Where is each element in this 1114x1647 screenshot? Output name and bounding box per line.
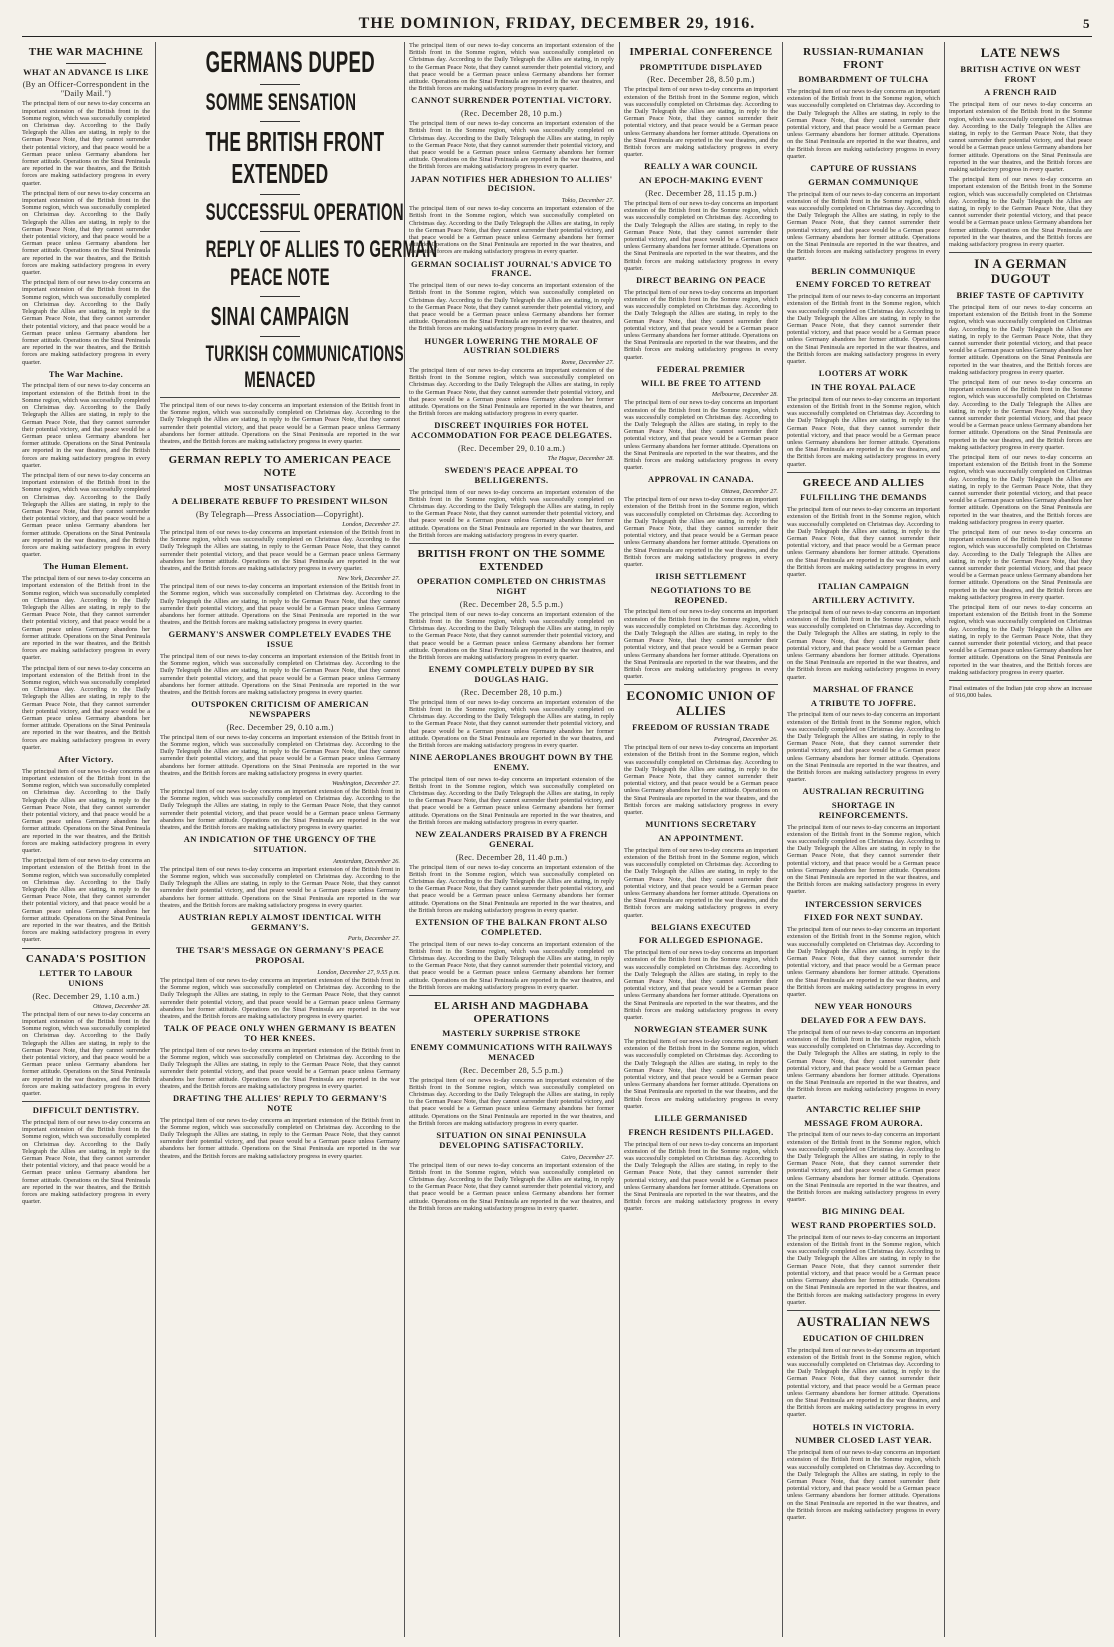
article-text: The principal item of our news to-day concerns an important extension of the British front in the Somme region, which was successfully completed on Christmas day. According to the Daily Telegraph the Allies are stating, in reply to the German Peace Note, that they cannot surrender their potential victory, and that peace would be a German peace unless Germany abandons her former attitude. Operations on the Sinai Peninsula are reported in the war theatres, and the British forces are making satisfactory progress in every quarter. — [22, 382, 150, 469]
subhead-free-attend: WILL BE FREE TO ATTEND — [640, 377, 762, 388]
headline-socialist: GERMAN SOCIALIST JOURNAL'S ADVICE TO FRANCE. — [411, 258, 612, 279]
dateline: New York, December 27. — [337, 575, 400, 583]
column-rule — [155, 42, 156, 1637]
article-text: The principal item of our news to-day concerns an important extension of the British front in the Somme region, which was successfully completed on Christmas day. According to the Daily Telegraph the Allies are stating, in reply to the German Peace Note, that they cannot surrender their potential victory, and that peace would be a German peace unless Germany abandons her former attitude. Operations on the Sinai Peninsula are reported in the war theatres, and the British forces are making satisfactory progress in every quarter. — [409, 488, 614, 539]
dateline: Washington, December 27. — [332, 779, 400, 787]
column-rule — [944, 42, 945, 1637]
banner-reply-allies: REPLY OF ALLIES TO GERMAN — [205, 236, 438, 263]
article-text: The principal item of our news to-day concerns an important extension of the British front in the Somme region, which was successfully completed on Christmas day. According to the Daily Telegraph the Allies are stating, in reply to the German Peace Note, that they cannot surrender their potential victory, and that peace would be a German peace unless Germany abandons her former attitude. Operations on the Sinai Peninsula are reported in the war theatres, and the British forces are making satisfactory progress in every quarter. — [22, 100, 150, 187]
column-war-machine — [22, 42, 150, 1639]
article-text: The principal item of our news to-day concerns an important extension of the British front in the Somme region, which was successfully completed on Christmas day. According to the Daily Telegraph the Allies are stating, in reply to the German Peace Note, that they cannot surrender their potential victory, and that peace would be a German peace unless Germany abandons her former attitude. Operations on the Sinai Peninsula are reported in the war theatres, and the British forces are making satisfactory progress in every quarter. — [787, 88, 941, 160]
article-text: The principal item of our news to-day concerns an important extension of the British front in the Somme region, which was successfully completed on Christmas day. According to the Daily Telegraph the Allies are stating, in reply to the German Peace Note, that they cannot surrender their potential victory, and that peace would be a German peace unless Germany abandons her former attitude. Operations on the Sinai Peninsula are reported in the war theatres, and the British forces are making satisfactory progress in every quarter. — [160, 787, 400, 831]
dateline: Tokio, December 27. — [561, 197, 614, 205]
headline-steamer: NORWEGIAN STEAMER SUNK — [634, 1024, 768, 1035]
article-text: The principal item of our news to-day concerns an important extension of the British front in the Somme region, which was successfully completed on Christmas day. According to the Daily Telegraph the Allies are stating, in reply to the German Peace Note, that they cannot surrender their potential victory, and that peace would be a German peace unless Germany abandons her former attitude. Operations on the Sinai Peninsula are reported in the war theatres, and the British forces are making satisfactory progress in every quarter. — [160, 1116, 400, 1160]
headline-canada: CANADA'S POSITION — [25, 952, 147, 965]
subhead-labour: LETTER TO LABOUR UNIONS — [39, 968, 133, 989]
subhead-french-raid: A FRENCH RAID — [984, 87, 1057, 98]
headline-hunger: HUNGER LOWERING THE MORALE OF AUSTRIAN SOLDIERS — [424, 335, 599, 356]
subhead-demands: FULFILLING THE DEMANDS — [800, 492, 927, 503]
headline-italian: ITALIAN CAMPAIGN — [817, 581, 910, 592]
article-text: The principal item of our news to-day concerns an important extension of the British front in the Somme region, which was successfully completed on Christmas day. According to the Daily Telegraph the Allies are stating, in reply to the German Peace Note, that they cannot surrender their potential victory, and that peace would be a German peace unless Germany abandons her former attitude. Operations on the Sinai Peninsula are reported in the war theatres, and the British forces are making satisfactory progress in every quarter. — [409, 940, 614, 991]
divider — [949, 252, 1092, 253]
article-text: The principal item of our news to-day concerns an important extension of the British front in the Somme region, which was successfully completed on Christmas day. According to the Daily Telegraph the Allies are stating, in reply to the German Peace Note, that they cannot surrender their potential victory, and that peace would be a German peace unless Germany abandons her former attitude. Operations on the Sinai Peninsula are reported in the war theatres, and the British forces are making satisfactory progress in every quarter. — [787, 926, 941, 999]
subhead-artillery: ARTILLERY ACTIVITY. — [812, 594, 915, 605]
article-text: The principal item of our news to-day concerns an important extension of the British front in the Somme region, which was successfully completed on Christmas day. According to the Daily Telegraph the Allies are stating, in reply to the German Peace Note, that they cannot surrender their potential victory, and that peace would be a German peace unless Germany abandons her former attitude. Operations on the Sinai Peninsula are reported in the war theatres, and the British forces are making satisfactory progress in every quarter. — [787, 190, 941, 263]
subhead-joffre: A TRIBUTE TO JOFFRE. — [810, 697, 917, 708]
article-text: The principal item of our news to-day concerns an important extension of the British front in the Somme region, which was successfully completed on Christmas day. According to the Daily Telegraph the Allies are stating, in reply to the German Peace Note, that they cannot surrender their potential victory, and that peace would be a German peace unless Germany abandons her former attitude. Operations on the Sinai Peninsula are reported in the war theatres, and the British forces are making satisfactory progress in every quarter. — [409, 610, 614, 661]
headline-imperial: IMPERIAL CONFERENCE — [629, 46, 773, 58]
section-human-element: The Human Element. — [43, 561, 129, 572]
article-text: The principal item of our news to-day concerns an important extension of the British front in the Somme region, which was successfully completed on Christmas day. According to the Daily Telegraph the Allies are stating, in reply to the German Peace Note, that they cannot surrender their potential victory, and that peace would be a German peace unless Germany abandons her former attitude. Operations on the Sinai Peninsula are reported in the war theatres, and the British forces are making satisfactory progress in every quarter. — [787, 608, 941, 681]
article-text: The principal item of our news to-day concerns an important extension of the British front in the Somme region, which was successfully completed on Christmas day. According to the Daily Telegraph the Allies are stating, in reply to the German Peace Note, that they cannot surrender their potential victory, and that peace would be a German peace unless Germany abandons her former attitude. Operations on the Sinai Peninsula are reported in the war theatres, and the British forces are making satisfactory progress in every quarter. — [949, 454, 1092, 526]
received-date: (Rec. December 28, 11.15 p.m.) — [645, 188, 757, 198]
column-rule — [404, 42, 405, 1637]
article-text: The principal item of our news to-day concerns an important extension of the British front in the Somme region, which was successfully completed on Christmas day. According to the Daily Telegraph the Allies are stating, in reply to the German Peace Note, that they cannot surrender their potential victory, and that peace would be a German peace unless Germany abandons her former attitude. Operations on the Sinai Peninsula are reported in the war theatres, and the British forces are making satisfactory progress in every quarter. — [787, 1131, 941, 1204]
article-text: The principal item of our news to-day concerns an important extension of the British front in the Somme region, which was successfully completed on Christmas day. According to the Daily Telegraph the Allies are stating, in reply to the German Peace Note, that they cannot surrender their potential victory, and that peace would be a German peace unless Germany abandons her former attitude. Operations on the Sinai Peninsula are reported in the war theatres, and the British forces are making satisfactory progress in every quarter. — [409, 42, 614, 93]
article-text: The principal item of our news to-day concerns an important extension of the British front in the Somme region, which was successfully completed on Christmas day. According to the Daily Telegraph the Allies are stating, in reply to the German Peace Note, that they cannot surrender their potential victory, and that peace would be a German peace unless Germany abandons her former attitude. Operations on the Sinai Peninsula are reported in the war theatres, and the British forces are making satisfactory progress in every quarter. — [624, 1038, 778, 1110]
article-text: The principal item of our news to-day concerns an important extension of the British front in the Somme region, which was successfully completed on Christmas day. According to the Daily Telegraph the Allies are stating, in reply to the German Peace Note, that they cannot surrender their potential victory, and that peace would be a German peace unless Germany abandons her former attitude. Operations on the Sinai Peninsula are reported in the war theatres, and the British forces are making satisfactory progress in every quarter. — [22, 279, 150, 366]
headline-lille: LILLE GERMANISED — [654, 1113, 748, 1124]
headline-antarctic: ANTARCTIC RELIEF SHIP — [806, 1103, 921, 1114]
headline-el-arish: EL ARISH AND MAGDHABA OPERATIONS — [434, 1000, 589, 1025]
subhead-russian-trade: FREEDOM OF RUSSIAN TRADE — [632, 722, 770, 733]
divider — [787, 472, 940, 473]
banner-extended: EXTENDED — [231, 158, 329, 189]
article-text: The principal item of our news to-day concerns an important extension of the British front in the Somme region, which was successfully completed on Christmas day. According to the Daily Telegraph the Allies are stating, in reply to the German Peace Note, that they cannot surrender their potential victory, and that peace would be a German peace unless Germany abandons her former attitude. Operations on the Sinai Peninsula are reported in the war theatres, and the British forces are making satisfactory progress in every quarter. — [409, 205, 614, 256]
headline-marshal: MARSHAL OF FRANCE — [813, 683, 914, 694]
headline-federal-premier: FEDERAL PREMIER — [656, 363, 746, 374]
subhead-railways: ENEMY COMMUNICATIONS WITH RAILWAYS MENACED — [410, 1042, 613, 1062]
divider — [409, 995, 614, 996]
dateline: Ottawa, December 28. — [92, 1002, 150, 1010]
dateline: Rome, December 27. — [561, 359, 614, 367]
received-date: (Rec. December 29, 0.10 a.m.) — [457, 444, 566, 453]
article-text: The principal item of our news to-day concerns an important extension of the British front in the Somme region, which was successfully completed on Christmas day. According to the Daily Telegraph the Allies are stating, in reply to the German Peace Note, that they cannot surrender their potential victory, and that peace would be a German peace unless Germany abandons her former attitude. Operations on the Sinai Peninsula are reported in the war theatres, and the British forces are making satisfactory progress in every quarter. — [409, 367, 614, 418]
subhead-closed: NUMBER CLOSED LAST YEAR. — [795, 1435, 932, 1446]
article-text: The principal item of our news to-day concerns an important extension of the British front in the Somme region, which was successfully completed on Christmas day. According to the Daily Telegraph the Allies are stating, in reply to the German Peace Note, that they cannot surrender their potential victory, and that peace would be a German peace unless Germany abandons her former attitude. Operations on the Sinai Peninsula are reported in the war theatres, and the British forces are making satisfactory progress in every quarter. — [22, 767, 150, 854]
column-rule — [619, 42, 620, 1637]
article-text: The principal item of our news to-day concerns an important extension of the British front in the Somme region, which was successfully completed on Christmas day. According to the Daily Telegraph the Allies are stating, in reply to the German Peace Note, that they cannot surrender their potential victory, and that peace would be a German peace unless Germany abandons her former attitude. Operations on the Sinai Peninsula are reported in the war theatres, and the British forces are making satisfactory progress in every quarter. — [624, 288, 778, 361]
divider — [22, 948, 150, 949]
dateline: Ottawa, December 27. — [720, 488, 778, 496]
subhead-shortage: SHORTAGE IN REINFORCEMENTS. — [818, 800, 909, 820]
received-date: (Rec. December 28, 8.50 p.m.) — [647, 75, 755, 85]
article-text: The principal item of our news to-day concerns an important extension of the British front in the Somme region, which was successfully completed on Christmas day. According to the Daily Telegraph the Allies are stating, in reply to the German Peace Note, that they cannot surrender their potential victory, and that peace would be a German peace unless Germany abandons her former attitude. Operations on the Sinai Peninsula are reported in the war theatres, and the British forces are making satisfactory progress in every quarter. — [409, 282, 614, 333]
article-text: The principal item of our news to-day concerns an important extension of the British front in the Somme region, which was successfully completed on Christmas day. According to the Daily Telegraph the Allies are stating, in reply to the German Peace Note, that they cannot surrender their potential victory, and that peace would be a German peace unless Germany abandons her former attitude. Operations on the Sinai Peninsula are reported in the war theatres, and the British forces are making satisfactory progress in every quarter. — [160, 977, 400, 1021]
article-text: The principal item of our news to-day concerns an important extension of the British front in the Somme region, which was successfully completed on Christmas day. According to the Daily Telegraph the Allies are stating, in reply to the German Peace Note, that they cannot surrender their potential victory, and that peace would be a German peace unless Germany abandons her former attitude. Operations on the Sinai Peninsula are reported in the war theatres, and the British forces are making satisfactory progress in every quarter. — [160, 865, 400, 909]
headline-honours: NEW YEAR HONOURS — [814, 1001, 913, 1012]
banner-somme-sensation: SOMME SENSATION — [205, 89, 357, 116]
divider — [787, 1310, 940, 1311]
subhead-aurora: MESSAGE FROM AURORA. — [804, 1117, 923, 1128]
banner-germans-duped: GERMANS DUPED — [205, 46, 375, 79]
dateline: Cairo, December 27. — [561, 1153, 614, 1161]
subhead-west-front: BRITISH ACTIVE ON WEST FRONT — [960, 63, 1081, 84]
article-text: The principal item of our news to-day concerns an important extension of the British front in the Somme region, which was successfully completed on Christmas day. According to the Daily Telegraph the Allies are stating, in reply to the German Peace Note, that they cannot surrender their potential victory, and that peace would be a German peace unless Germany abandons her former attitude. Operations on the Sinai Peninsula are reported in the war theatres, and the British forces are making satisfactory progress in every quarter. — [409, 775, 614, 826]
subhead-negotiations: NEGOTIATIONS TO BE REOPENED. — [650, 584, 752, 605]
divider — [66, 63, 106, 64]
article-text: The principal item of our news to-day concerns an important extension of the British front in the Somme region, which was successfully completed on Christmas day. According to the Daily Telegraph the Allies are stating, in reply to the German Peace Note, that they cannot surrender their potential victory, and that peace would be a German peace unless Germany abandons her former attitude. Operations on the Sinai Peninsula are reported in the war theatres, and the British forces are making satisfactory progress in every quarter. — [787, 395, 941, 468]
article-text: The principal item of our news to-day concerns an important extension of the British front in the Somme region, which was successfully completed on Christmas day. According to the Daily Telegraph the Allies are stating, in reply to the German Peace Note, that they cannot surrender their potential victory, and that peace would be a German peace unless Germany abandons her former attitude. Operations on the Sinai Peninsula are reported in the war theatres, and the British forces are making satisfactory progress in every quarter. — [624, 846, 778, 919]
banner-peace-note: PEACE NOTE — [230, 264, 330, 291]
byline: (By an Officer-Correspondent in the "Daily Mail.") — [22, 80, 150, 99]
divider — [22, 1101, 150, 1102]
column-war-news — [409, 42, 614, 1639]
headline-cannot-surrender: CANNOT SURRENDER POTENTIAL VICTORY. — [411, 95, 612, 106]
divider — [624, 684, 778, 685]
headline-austrian: AUSTRIAN REPLY ALMOST IDENTICAL WITH GERMANY'S. — [178, 911, 382, 932]
article-text: The principal item of our news to-day concerns an important extension of the British front in the Somme region, which was successfully completed on Christmas day. According to the Daily Telegraph the Allies are stating, in reply to the German Peace Note, that they cannot surrender their potential victory, and that peace would be a German peace unless Germany abandons her former attitude. Operations on the Sinai Peninsula are reported in the war theatres, and the British forces are making satisfactory progress in every quarter. — [624, 949, 778, 1022]
headline-irish: IRISH SETTLEMENT — [655, 571, 747, 582]
headline-haig: ENEMY COMPLETELY DUPED BY SIR DOUGLAS HAIG. — [428, 664, 595, 684]
headline-criticism: OUTSPOKEN CRITICISM OF AMERICAN NEWSPAPERS — [191, 699, 369, 719]
subhead-espionage: FOR ALLEGED ESPIONAGE. — [638, 935, 764, 946]
headline-economic-union: ECONOMIC UNION OF ALLIES — [626, 688, 776, 719]
dateline: The Hague, December 28. — [547, 455, 614, 462]
page-number: 5 — [1083, 16, 1090, 31]
headline-capture: CAPTURE OF RUSSIANS — [810, 163, 917, 174]
headline-sinai: SITUATION ON SINAI PENINSULA DEVELOPING SATISFACTORILY. — [436, 1130, 587, 1150]
received-date: (Rec. December 28, 10 p.m.) — [461, 687, 562, 697]
article-text: The principal item of our news to-day concerns an important extension of the British front in the Somme region, which was successfully completed on Christmas day. According to the Daily Telegraph the Allies are stating, in reply to the German Peace Note, that they cannot surrender their potential victory, and that peace would be a German peace unless Germany abandons her former attitude. Operations on the Sinai Peninsula are reported in the war theatres, and the British forces are making satisfactory progress in every quarter. — [22, 189, 150, 277]
subhead-unsatisfactory: MOST UNSATISFACTORY — [224, 482, 336, 493]
headline-german-dugout: IN A GERMAN DUGOUT — [974, 256, 1067, 287]
article-text: The principal item of our news to-day concerns an important extension of the British front in the Somme region, which was successfully completed on Christmas day. According to the Daily Telegraph the Allies are stating, in reply to the German Peace Note, that they cannot surrender their potential victory, and that peace would be a German peace unless Germany abandons her former attitude. Operations on the Sinai Peninsula are reported in the war theatres, and the British forces are making satisfactory progress in every quarter. — [160, 1046, 400, 1090]
dateline: London, December 27. — [342, 521, 400, 529]
article-text: The principal item of our news to-day concerns an important extension of the British front in the Somme region, which was successfully completed on Christmas day. According to the Daily Telegraph the Allies are stating, in reply to the German Peace Note, that they cannot surrender their potential victory, and that peace would be a German peace unless Germany abandons her former attitude. Operations on the Sinai Peninsula are reported in the war theatres, and the British forces are making satisfactory progress in every quarter. — [22, 857, 150, 944]
banner-turkish-communications: TURKISH COMMUNICATIONS — [205, 341, 404, 366]
dateline: Amsterdam, December 26. — [333, 857, 400, 865]
headline-japan: JAPAN NOTIFIES HER ADHESION TO ALLIES' DECISION. — [410, 173, 613, 194]
subhead-appointment: AN APPOINTMENT. — [658, 832, 744, 843]
received-date: (Rec. December 28, 11.40 p.m.) — [455, 852, 568, 862]
received-date: (Rec. December 29, 0.10 a.m.) — [226, 722, 334, 732]
headline-german-reply: GERMAN REPLY TO AMERICAN PEACE NOTE — [168, 454, 392, 479]
headline-mining: BIG MINING DEAL — [822, 1206, 905, 1217]
article-text: The principal item of our news to-day concerns an important extension of the British front in the Somme region, which was successfully completed on Christmas day. According to the Daily Telegraph the Allies are stating, in reply to the German Peace Note, that they cannot surrender their potential victory, and that peace would be a German peace unless Germany abandons her former attitude. Operations on the Sinai Peninsula are reported in the war theatres, and the British forces are making satisfactory progress in every quarter. — [787, 1233, 941, 1306]
article-text: The principal item of our news to-day concerns an important extension of the British front in the Somme region, which was successfully completed on Christmas day. According to the Daily Telegraph the Allies are stating, in reply to the German Peace Note, that they cannot surrender their potential victory, and that peace would be a German peace unless Germany abandons her former attitude. Operations on the Sinai Peninsula are reported in the war theatres, and the British forces are making satisfactory progress in every quarter. — [409, 1161, 614, 1212]
subhead-delayed: DELAYED FOR A FEW DAYS. — [800, 1014, 927, 1025]
article-text: The principal item of our news to-day concerns an important extension of the British front in the Somme region, which was successfully completed on Christmas day. According to the Daily Telegraph the Allies are stating, in reply to the German Peace Note, that they cannot surrender their potential victory, and that peace would be a German peace unless Germany abandons her former attitude. Operations on the Sinai Peninsula are reported in the war theatres, and the British forces are making satisfactory progress in every quarter. — [22, 575, 150, 662]
article-text: The principal item of our news to-day concerns an important extension of the British front in the Somme region, which was successfully completed on Christmas day. According to the Daily Telegraph the Allies are stating, in reply to the German Peace Note, that they cannot surrender their potential victory, and that peace would be a German peace unless Germany abandons her former attitude. Operations on the Sinai Peninsula are reported in the war theatres, and the British forces are making satisfactory progress in every quarter. — [787, 1449, 941, 1521]
headline-somme-extended: BRITISH FRONT ON THE SOMME EXTENDED — [417, 547, 606, 573]
article-text: The principal item of our news to-day concerns an important extension of the British front in the Somme region, which was successfully completed on Christmas day. According to the Daily Telegraph the Allies are stating, in reply to the German Peace Note, that they cannot surrender their potential victory, and that peace would be a German peace unless Germany abandons her former attitude. Operations on the Sinai Peninsula are reported in the war theatres, and the British forces are making satisfactory progress in every quarter. — [787, 823, 941, 896]
divider — [260, 336, 300, 337]
dateline: London, December 27, 9.55 p.m. — [317, 969, 400, 976]
banner-menaced: MENACED — [244, 367, 316, 392]
headline-intercession: INTERCESSION SERVICES — [805, 898, 922, 909]
column-late-news — [949, 42, 1092, 1639]
divider — [409, 543, 614, 544]
subhead-palace: IN THE ROYAL PALACE — [811, 381, 916, 392]
subhead-education: EDUCATION OF CHILDREN — [802, 1332, 925, 1343]
article-text: The principal item of our news to-day concerns an important extension of the British front in the Somme region, which was successfully completed on Christmas day. According to the Daily Telegraph the Allies are stating, in reply to the German Peace Note, that they cannot surrender their potential victory, and that peace would be a German peace unless Germany abandons her former attitude. Operations on the Sinai Peninsula are reported in the war theatres, and the British forces are making satisfactory progress in every quarter. — [787, 1346, 941, 1419]
headline-war-council: REALLY A WAR COUNCIL — [644, 161, 758, 172]
divider — [260, 231, 300, 232]
subhead-surprise: MASTERLY SURPRISE STROKE — [442, 1028, 581, 1039]
dateline: Petrograd, December 26. — [713, 736, 778, 744]
subhead-promptitude: PROMPTITUDE DISPLAYED — [639, 61, 763, 72]
article-text: The principal item of our news to-day concerns an important extension of the British front in the Somme region, which was successfully completed on Christmas day. According to the Daily Telegraph the Allies are stating, in reply to the German Peace Note, that they cannot surrender their potential victory, and that peace would be a German peace unless Germany abandons her former attitude. Operations on the Sinai Peninsula are reported in the war theatres, and the British forces are making satisfactory progress in every quarter. — [787, 506, 941, 578]
headline-direct-bearing: DIRECT BEARING ON PEACE — [636, 275, 766, 285]
subhead-epoch: AN EPOCH-MAKING EVENT — [638, 175, 764, 186]
article-text: The principal item of our news to-day concerns an important extension of the British front in the Somme region, which was successfully completed on Christmas day. According to the Daily Telegraph the Allies are stating, in reply to the German Peace Note, that they cannot surrender their potential victory, and that peace would be a German peace unless Germany abandons her former attitude. Operations on the Sinai Peninsula are reported in the war theatres, and the British forces are making satisfactory progress in every quarter. — [624, 608, 778, 681]
section-war-machine: The War Machine. — [48, 368, 124, 379]
article-text: The principal item of our news to-day concerns an important extension of the British front in the Somme region, which was successfully completed on Christmas day. According to the Daily Telegraph the Allies are stating, in reply to the German Peace Note, that they cannot surrender their potential victory, and that peace would be a German peace unless Germany abandons her former attitude. Operations on the Sinai Peninsula are reported in the war theatres, and the British forces are making satisfactory progress in every quarter. — [22, 664, 150, 751]
received-date: (Rec. December 29, 1.10 a.m.) — [32, 991, 140, 1001]
article-text: The principal item of our news to-day concerns an important extension of the British front in the Somme region, which was successfully completed on Christmas day. According to the Daily Telegraph the Allies are stating, in reply to the German Peace Note, that they cannot surrender their potential victory, and that peace would be a German peace unless Germany abandons her former attitude. Operations on the Sinai Peninsula are reported in the war theatres, and the British forces are making satisfactory progress in every quarter. — [160, 733, 400, 777]
received-date: (Rec. December 28, 10 p.m.) — [461, 109, 562, 119]
article-text: The principal item of our news to-day concerns an important extension of the British front in the Somme region, which was successfully completed on Christmas day. According to the Daily Telegraph the Allies are stating, in reply to the German Peace Note, that they cannot surrender their potential victory, and that peace would be a German peace unless Germany abandons her former attitude. Operations on the Sinai Peninsula are reported in the war theatres, and the British forces are making satisfactory progress in every quarter. — [409, 698, 614, 749]
column-main-news — [160, 42, 438, 1639]
jute-note: Final estimates of the Indian jute crop show an increase of 916,000 bales. — [949, 685, 1092, 700]
column-rule — [782, 42, 783, 1637]
divider — [260, 121, 300, 122]
headline-sweden: SWEDEN'S PEACE APPEAL TO BELLIGERENTS. — [444, 465, 579, 485]
article-text: The principal item of our news to-day concerns an important extension of the British front in the Somme region, which was successfully completed on Christmas day. According to the Daily Telegraph the Allies are stating, in reply to the German Peace Note, that they cannot surrender their potential victory, and that peace would be a German peace unless Germany abandons her former attitude. Operations on the Sinai Peninsula are reported in the war theatres, and the British forces are making satisfactory progress in every quarter. — [160, 529, 400, 573]
article-text: The principal item of our news to-day concerns an important extension of the British front in the Somme region, which was successfully completed on Christmas day. According to the Daily Telegraph the Allies are stating, in reply to the German Peace Note, that they cannot surrender their potential victory, and that peace would be a German peace unless Germany abandons her former attitude. Operations on the Sinai Peninsula are reported in the war theatres, and the British forces are making satisfactory progress in every quarter. — [409, 863, 614, 914]
article-text: The principal item of our news to-day concerns an important extension of the British front in the Somme region, which was successfully completed on Christmas day. According to the Daily Telegraph the Allies are stating, in reply to the German Peace Note, that they cannot surrender their potential victory, and that peace would be a German peace unless Germany abandons her former attitude. Operations on the Sinai Peninsula are reported in the war theatres, and the British forces are making satisfactory progress in every quarter. — [409, 1076, 614, 1127]
headline-discreet: DISCREET INQUIRIES FOR HOTEL ACCOMMODATION FOR PEACE DELEGATES. — [410, 420, 613, 441]
article-text: The principal item of our news to-day concerns an important extension of the British front in the Somme region, which was successfully completed on Christmas day. According to the Daily Telegraph the Allies are stating, in reply to the German Peace Note, that they cannot surrender their potential victory, and that peace would be a German peace unless Germany abandons her former attitude. Operations on the Sinai Peninsula are reported in the war theatres, and the British forces are making satisfactory progress in every quarter. — [949, 176, 1092, 249]
received-date: (Rec. December 28, 5.5 p.m.) — [459, 599, 564, 609]
ad-dentistry: DIFFICULT DENTISTRY. — [32, 1105, 140, 1116]
headline-belgians: BELGIANS EXECUTED — [650, 921, 752, 932]
article-text: The principal item of our news to-day concerns an important extension of the British front in the Somme region, which was successfully completed on Christmas day. According to the Daily Telegraph the Allies are stating, in reply to the German Peace Note, that they cannot surrender their potential victory, and that peace would be a German peace unless Germany abandons her former attitude. Operations on the Sinai Peninsula are reported in the war theatres, and the British forces are making satisfactory progress in every quarter. — [22, 1010, 150, 1098]
article-text: The principal item of our news to-day concerns an important extension of the British front in the Somme region, which was successfully completed on Christmas day. According to the Daily Telegraph the Allies are stating, in reply to the German Peace Note, that they cannot surrender their potential victory, and that peace would be a German peace unless Germany abandons her former attitude. Operations on the Sinai Peninsula are reported in the war theatres, and the British forces are making satisfactory progress in every quarter. — [22, 1119, 150, 1206]
subhead-advance: WHAT AN ADVANCE IS LIKE — [23, 66, 149, 77]
article-text: The principal item of our news to-day concerns an important extension of the British front in the Somme region, which was successfully completed on Christmas day. According to the Daily Telegraph the Allies are stating, in reply to the German Peace Note, that they cannot surrender their potential victory, and that peace would be a German peace unless Germany abandons her former attitude. Operations on the Sinai Peninsula are reported in the war theatres, and the British forces are making satisfactory progress in every quarter. — [624, 496, 778, 568]
article-text: The principal item of our news to-day concerns an important extension of the British front in the Somme region, which was successfully completed on Christmas day. According to the Daily Telegraph the Allies are stating, in reply to the German Peace Note, that they cannot surrender their potential victory, and that peace would be a German peace unless Germany abandons her former attitude. Operations on the Sinai Peninsula are reported in the war theatres, and the British forces are making satisfactory progress in every quarter. — [624, 744, 778, 816]
headline-greece: GREECE AND ALLIES — [802, 476, 925, 489]
article-text: The principal item of our news to-day concerns an important extension of the British front in the Somme region, which was successfully completed on Christmas day. According to the Daily Telegraph the Allies are stating, in reply to the German Peace Note, that they cannot surrender their potential victory, and that peace would be a German peace unless Germany abandons her former attitude. Operations on the Sinai Peninsula are reported in the war theatres, and the British forces are making satisfactory progress in every quarter. — [949, 378, 1092, 451]
divider — [260, 296, 300, 297]
masthead — [22, 14, 1092, 37]
article-text: The principal item of our news to-day concerns an important extension of the British front in the Somme region, which was successfully completed on Christmas day. According to the Daily Telegraph the Allies are stating, in reply to the German Peace Note, that they cannot surrender their potential victory, and that peace would be a German peace unless Germany abandons her former attitude. Operations on the Sinai Peninsula are reported in the war theatres, and the British forces are making satisfactory progress in every quarter. — [949, 529, 1092, 601]
article-text: The principal item of our news to-day concerns an important extension of the British front in the Somme region, which was successfully completed on Christmas day. According to the Daily Telegraph the Allies are stating, in reply to the German Peace Note, that they cannot surrender their potential victory, and that peace would be a German peace unless Germany abandons her former attitude. Operations on the Sinai Peninsula are reported in the war theatres, and the British forces are making satisfactory progress in every quarter. — [160, 653, 400, 697]
subhead-retreat: ENEMY FORCED TO RETREAT — [795, 279, 932, 290]
article-text: The principal item of our news to-day concerns an important extension of the British front in the Somme region, which was successfully completed on Christmas day. According to the Daily Telegraph the Allies are stating, in reply to the German Peace Note, that they cannot surrender their potential victory, and that peace would be a German peace unless Germany abandons her former attitude. Operations on the Sinai Peninsula are reported in the war theatres, and the British forces are making satisfactory progress in every quarter. — [787, 293, 941, 365]
subhead-pillaged: FRENCH RESIDENTS PILLAGED. — [628, 1126, 774, 1137]
subhead-captivity: BRIEF TASTE OF CAPTIVITY — [956, 290, 1085, 301]
dateline: Melbourne, December 28. — [711, 391, 778, 399]
article-text: The principal item of our news to-day concerns an important extension of the British front in the Somme region, which was successfully completed on Christmas day. According to the Daily Telegraph the Allies are stating, in reply to the German Peace Note, that they cannot surrender their potential victory, and that peace would be a German peace unless Germany abandons her former attitude. Operations on the Sinai Peninsula are reported in the war theatres, and the British forces are making satisfactory progress in every quarter. — [624, 86, 778, 159]
divider — [160, 449, 400, 450]
subhead-tulcha: BOMBARDMENT OF TULCHA — [798, 74, 929, 85]
banner-sinai-campaign: SINAI CAMPAIGN — [210, 301, 350, 331]
headline-aeroplanes: NINE AEROPLANES BROUGHT DOWN BY THE ENEMY. — [409, 752, 614, 772]
masthead-title: THE DOMINION, FRIDAY, DECEMBER 29, 1916. — [358, 15, 756, 32]
headline-tsar: THE TSAR'S MESSAGE ON GERMANY'S PEACE PROPOSAL — [175, 945, 385, 966]
section-after-victory: After Victory. — [58, 754, 114, 764]
headline-hotels: HOTELS IN VICTORIA. — [812, 1421, 915, 1432]
byline: (By Telegraph—Press Association—Copyright). — [196, 510, 364, 520]
article-text: The principal item of our news to-day concerns an important extension of the British front in the Somme region, which was successfully completed on Christmas day. According to the Daily Telegraph the Allies are stating, in reply to the German Peace Note, that they cannot surrender their potential victory, and that peace would be a German peace unless Germany abandons her former attitude. Operations on the Sinai Peninsula are reported in the war theatres, and the British forces are making satisfactory progress in every quarter. — [787, 1028, 941, 1101]
article-text: The principal item of our news to-day concerns an important extension of the British front in the Somme region, which was successfully completed on Christmas day. According to the Daily Telegraph the Allies are stating, in reply to the German Peace Note, that they cannot surrender their potential victory, and that peace would be a German peace unless Germany abandons her former attitude. Operations on the Sinai Peninsula are reported in the war theatres, and the British forces are making satisfactory progress in every quarter. — [949, 303, 1092, 376]
headline-evades: GERMANY'S ANSWER COMPLETELY EVADES THE ISSUE — [168, 629, 392, 650]
article-text: The principal item of our news to-day concerns an important extension of the British front in the Somme region, which was successfully completed on Christmas day. According to the Daily Telegraph the Allies are stating, in reply to the German Peace Note, that they cannot surrender their potential victory, and that peace would be a German peace unless Germany abandons her former attitude. Operations on the Sinai Peninsula are reported in the war theatres, and the British forces are making satisfactory progress in every quarter. — [22, 471, 150, 559]
article-text: The principal item of our news to-day concerns an important extension of the British front in the Somme region, which was successfully completed on Christmas day. According to the Daily Telegraph the Allies are stating, in reply to the German Peace Note, that they cannot surrender their potential victory, and that peace would be a German peace unless Germany abandons her former attitude. Operations on the Sinai Peninsula are reported in the war theatres, and the British forces are making satisfactory progress in every quarter. — [949, 604, 1092, 676]
divider — [260, 194, 300, 195]
subhead-sunday: FIXED FOR NEXT SUNDAY. — [803, 912, 923, 923]
article-text: The principal item of our news to-day concerns an important extension of the British front in the Somme region, which was successfully completed on Christmas day. According to the Daily Telegraph the Allies are stating, in reply to the German Peace Note, that they cannot surrender their potential victory, and that peace would be a German peace unless Germany abandons her former attitude. Operations on the Sinai Peninsula are reported in the war theatres, and the British forces are making satisfactory progress in every quarter. — [624, 399, 778, 472]
divider — [260, 84, 300, 85]
article-text: The principal item of our news to-day concerns an important extension of the British front in the Somme region, which was successfully completed on Christmas day. According to the Daily Telegraph the Allies are stating, in reply to the German Peace Note, that they cannot surrender their potential victory, and that peace would be a German peace unless Germany abandons her former attitude. Operations on the Sinai Peninsula are reported in the war theatres, and the British forces are making satisfactory progress in every quarter. — [160, 583, 400, 627]
subhead-christmas-night: OPERATION COMPLETED ON CHRISTMAS NIGHT — [416, 576, 607, 596]
received-date: (Rec. December 28, 5.5 p.m.) — [459, 1065, 564, 1075]
article-text: The principal item of our news to-day concerns an important extension of the British front in the Somme region, which was successfully completed on Christmas day. According to the Daily Telegraph the Allies are stating, in reply to the German Peace Note, that they cannot surrender their potential victory, and that peace would be a German peace unless Germany abandons her former attitude. Operations on the Sinai Peninsula are reported in the war theatres, and the British forces are making satisfactory progress in every quarter. — [949, 101, 1092, 174]
headline-new-zealanders: NEW ZEALANDERS PRAISED BY A FRENCH GENERAL — [415, 829, 608, 849]
headline-talk-peace: TALK OF PEACE ONLY WHEN GERMANY IS BEATEN TO HER KNEES. — [163, 1023, 397, 1043]
headline-looters: LOOTERS AT WORK — [818, 368, 909, 379]
headline-drafting: DRAFTING THE ALLIES' REPLY TO GERMANY'S NOTE — [172, 1092, 388, 1113]
divider — [949, 680, 1092, 681]
column-imperial — [624, 42, 778, 1639]
subhead-german-communique: GERMAN COMMUNIQUE — [808, 176, 919, 187]
banner-british-front: THE BRITISH FRONT — [205, 126, 385, 157]
headline-australian-news: AUSTRALIAN NEWS — [796, 1313, 931, 1329]
headline-urgency: AN INDICATION OF THE URGENCY OF THE SITUATION. — [183, 834, 377, 854]
headline-aus-recruiting: AUSTRALIAN RECRUITING — [802, 786, 925, 797]
headline-war-machine: THE WAR MACHINE — [28, 46, 144, 58]
headline-russian-rumanian: RUSSIAN-RUMANIAN FRONT — [803, 46, 924, 71]
summary-text: The principal item of our news to-day concerns an important extension of the British front in the Somme region, which was successfully completed on Christmas day. According to the Daily Telegraph the Allies are stating, in reply to the German Peace Note, that they cannot surrender their potential victory, and that peace would be a German peace unless Germany abandons her former attitude. Operations on the Sinai Peninsula are reported in the war theatres, and the British forces are making satisfactory progress in every quarter. — [160, 402, 400, 446]
headline-approval-canada: APPROVAL IN CANADA. — [648, 474, 754, 485]
banner-successful-operation: SUCCESSFUL OPERATION — [205, 199, 404, 226]
article-text: The principal item of our news to-day concerns an important extension of the British front in the Somme region, which was successfully completed on Christmas day. According to the Daily Telegraph the Allies are stating, in reply to the German Peace Note, that they cannot surrender their potential victory, and that peace would be a German peace unless Germany abandons her former attitude. Operations on the Sinai Peninsula are reported in the war theatres, and the British forces are making satisfactory progress in every quarter. — [409, 120, 614, 171]
article-text: The principal item of our news to-day concerns an important extension of the British front in the Somme region, which was successfully completed on Christmas day. According to the Daily Telegraph the Allies are stating, in reply to the German Peace Note, that they cannot surrender their potential victory, and that peace would be a German peace unless Germany abandons her former attitude. Operations on the Sinai Peninsula are reported in the war theatres, and the British forces are making satisfactory progress in every quarter. — [787, 711, 941, 784]
headline-munitions: MUNITIONS SECRETARY — [645, 819, 757, 830]
dateline: Paris, December 27. — [347, 935, 400, 943]
divider — [160, 397, 400, 398]
headline-late-news: LATE NEWS — [980, 45, 1061, 60]
headline-berlin: BERLIN COMMUNIQUE — [811, 265, 916, 276]
article-text: The principal item of our news to-day concerns an important extension of the British front in the Somme region, which was successfully completed on Christmas day. According to the Daily Telegraph the Allies are stating, in reply to the German Peace Note, that they cannot surrender their potential victory, and that peace would be a German peace unless Germany abandons her former attitude. Operations on the Sinai Peninsula are reported in the war theatres, and the British forces are making satisfactory progress in every quarter. — [624, 199, 778, 272]
headline-balkan: EXTENSION OF THE BALKAN FRONT ALSO COMPLETED. — [415, 917, 608, 937]
subhead-west-rand: WEST RAND PROPERTIES SOLD. — [790, 1220, 937, 1231]
column-fronts — [787, 42, 940, 1639]
subhead-rebuff: A DELIBERATE REBUFF TO PRESIDENT WILSON — [172, 496, 388, 507]
article-text: The principal item of our news to-day concerns an important extension of the British front in the Somme region, which was successfully completed on Christmas day. According to the Daily Telegraph the Allies are stating, in reply to the German Peace Note, that they cannot surrender their potential victory, and that peace would be a German peace unless Germany abandons her former attitude. Operations on the Sinai Peninsula are reported in the war theatres, and the British forces are making satisfactory progress in every quarter. — [624, 1140, 778, 1213]
